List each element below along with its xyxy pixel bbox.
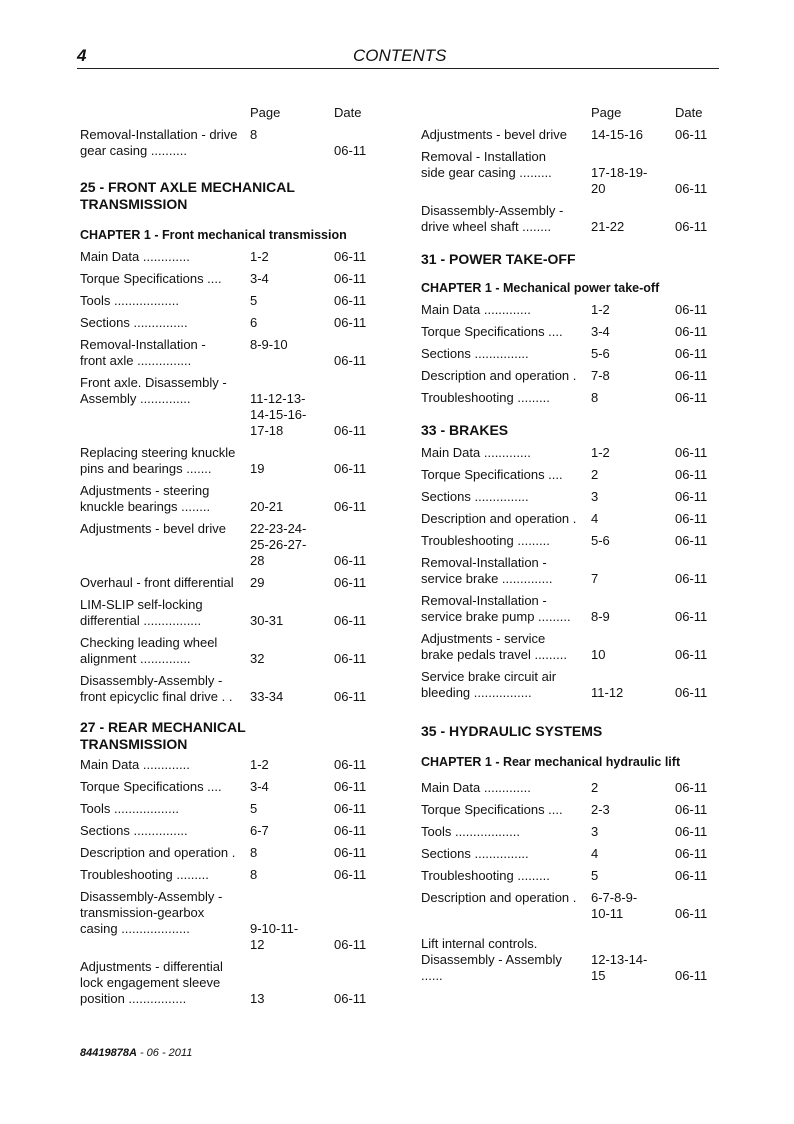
- entry-title: Adjustments - bevel drive: [80, 521, 226, 536]
- toc-entry: [421, 302, 721, 318]
- toc-entry: [80, 445, 380, 477]
- entry-page: 29: [250, 575, 265, 590]
- entry-page: 1-2: [591, 302, 610, 317]
- entry-page: 5: [250, 801, 258, 816]
- entry-date: 06-11: [334, 801, 367, 816]
- footer: [80, 1047, 192, 1059]
- toc-entry: [421, 824, 721, 840]
- entry-page: 30-31: [250, 613, 284, 628]
- toc-entry: [421, 669, 721, 701]
- entry-page: 8: [250, 867, 258, 882]
- toc-entry: [421, 802, 721, 818]
- entry-date: 06-11: [675, 533, 708, 548]
- entry-date: 06-11: [675, 846, 708, 861]
- entry-title: Torque Specifications ....: [80, 271, 222, 286]
- entry-page: 8: [250, 127, 258, 142]
- entry-page: 8-9-10: [250, 337, 288, 352]
- entry-title: Tools ..................: [421, 824, 520, 839]
- entry-page: 2-3: [591, 802, 610, 817]
- entry-date: 06-11: [334, 575, 367, 590]
- entry-page: 8: [250, 845, 258, 860]
- section-heading: 25 - FRONT AXLE MECHANICAL TRANSMISSION: [80, 179, 295, 212]
- entry-title: Torque Specifications ....: [421, 802, 563, 817]
- date-column-header: Date: [334, 105, 362, 120]
- entry-title: Checking leading wheel alignment ..............: [80, 635, 218, 666]
- chapter-heading: CHAPTER 1 - Front mechanical transmission: [80, 228, 347, 242]
- column-headers: [421, 101, 721, 127]
- entry-date: 06-11: [334, 249, 367, 264]
- entry-date: 06-11: [675, 302, 708, 317]
- entry-date: 06-11: [675, 609, 708, 624]
- toc-entry: [80, 757, 380, 773]
- toc-entry: [421, 445, 721, 461]
- toc-entry: [80, 867, 380, 883]
- entry-page: 3: [591, 824, 599, 839]
- entry-title: Removal-Installation - service brake ..............: [421, 555, 553, 586]
- entry-page: 6-7-8-9- 10-11: [591, 890, 638, 921]
- entry-page: 12-13-14- 15: [591, 952, 648, 983]
- footer-date: - 06 - 2011: [136, 1047, 193, 1059]
- page-column-header: Page: [250, 105, 281, 120]
- entry-date: 06-11: [675, 181, 708, 196]
- entry-date: 06-11: [675, 324, 708, 339]
- page-title: CONTENTS: [353, 46, 447, 65]
- entry-date: 06-11: [675, 685, 708, 700]
- entry-page: 3: [591, 489, 599, 504]
- column-headers: [80, 101, 380, 127]
- entry-page: 5: [591, 868, 599, 883]
- entry-page: 3-4: [250, 779, 269, 794]
- entry-title: Overhaul - front differential: [80, 575, 234, 590]
- entry-page: 5-6: [591, 533, 610, 548]
- entry-date: 06-11: [675, 868, 708, 883]
- entry-date: 06-11: [675, 127, 708, 142]
- entry-page: 1-2: [250, 249, 269, 264]
- toc-entry: [421, 127, 721, 143]
- chapter-heading: CHAPTER 1 - Rear mechanical hydraulic lift: [421, 755, 681, 769]
- entry-title: Sections ...............: [80, 823, 188, 838]
- entry-page: 6: [250, 315, 258, 330]
- entry-date: 06-11: [334, 845, 367, 860]
- page-header: [77, 44, 719, 69]
- entry-title: Torque Specifications ....: [421, 467, 563, 482]
- entry-page: 32: [250, 651, 265, 666]
- entry-page: 4: [591, 846, 599, 861]
- entry-title: Sections ...............: [80, 315, 188, 330]
- entry-title: Troubleshooting .........: [421, 533, 550, 548]
- entry-page: 3-4: [250, 271, 269, 286]
- entry-page: 10: [591, 647, 606, 662]
- entry-title: Troubleshooting .........: [421, 390, 550, 405]
- entry-page: 8: [591, 390, 599, 405]
- entry-page: 9-10-11- 12: [250, 921, 299, 952]
- entry-date: 06-11: [675, 346, 708, 361]
- section-heading: 31 - POWER TAKE-OFF: [421, 251, 576, 267]
- toc-entry: [80, 823, 380, 839]
- entry-title: Description and operation .: [421, 368, 577, 383]
- toc-entry: [80, 293, 380, 309]
- entry-date: 06-11: [334, 823, 367, 838]
- entry-date: 06-11: [675, 489, 708, 504]
- toc-entry: [421, 936, 721, 984]
- toc-entry: [421, 780, 721, 796]
- entry-title: Removal-Installation - front axle ...............: [80, 337, 206, 368]
- toc-entry: [80, 635, 380, 667]
- entry-date: 06-11: [334, 867, 367, 882]
- toc-entry: [80, 801, 380, 817]
- toc-entry: [421, 489, 721, 505]
- toc-entry: [80, 315, 380, 331]
- toc-entry: [421, 390, 721, 406]
- toc-entry: [421, 868, 721, 884]
- toc-entry: [421, 533, 721, 549]
- entry-date: 06-11: [675, 467, 708, 482]
- entry-page: 3-4: [591, 324, 610, 339]
- entry-page: 2: [591, 780, 599, 795]
- document-code: 84419878A: [80, 1047, 137, 1059]
- entry-title: Main Data .............: [421, 302, 531, 317]
- entry-date: 06-11: [675, 368, 708, 383]
- toc-entry: [80, 959, 380, 1007]
- entry-page: 19: [250, 461, 265, 476]
- entry-title: Description and operation .: [421, 890, 577, 905]
- page-number: 4: [77, 46, 87, 65]
- entry-title: Tools ..................: [80, 293, 179, 308]
- entry-title: Service brake circuit air bleeding ................: [421, 669, 557, 700]
- entry-title: Troubleshooting .........: [80, 867, 209, 882]
- entry-title: Front axle. Disassembly - Assembly ..............: [80, 375, 227, 406]
- entry-date: 06-11: [334, 991, 367, 1006]
- entry-title: Main Data .............: [421, 780, 531, 795]
- toc-entry: [421, 593, 721, 625]
- toc-entry: [421, 203, 721, 235]
- entry-title: Description and operation .: [80, 845, 236, 860]
- entry-date: 06-11: [334, 499, 367, 514]
- entry-title: Description and operation .: [421, 511, 577, 526]
- toc-entry: [421, 555, 721, 587]
- toc-entry: [421, 324, 721, 340]
- entry-date: 06-11: [334, 937, 367, 952]
- entry-date: 06-11: [675, 968, 708, 983]
- entry-page: 8-9: [591, 609, 610, 624]
- toc-entry: [80, 521, 380, 569]
- section-heading: 35 - HYDRAULIC SYSTEMS: [421, 723, 603, 739]
- entry-title: Replacing steering knuckle pins and bearings .......: [80, 445, 236, 476]
- entry-date: 06-11: [334, 651, 367, 666]
- entry-date: 06-11: [334, 143, 367, 158]
- entry-date: 06-11: [334, 423, 367, 438]
- toc-entry: [421, 149, 721, 197]
- toc-entry: [80, 575, 380, 591]
- entry-page: 5-6: [591, 346, 610, 361]
- entry-title: Torque Specifications ....: [80, 779, 222, 794]
- toc-entry: [80, 337, 380, 369]
- entry-date: 06-11: [334, 271, 367, 286]
- entry-page: 11-12: [591, 685, 624, 700]
- entry-title: Torque Specifications ....: [421, 324, 563, 339]
- entry-title: Disassembly-Assembly - drive wheel shaft ........: [421, 203, 564, 234]
- entry-date: 06-11: [675, 571, 708, 586]
- entry-page: 5: [250, 293, 258, 308]
- entry-title: Removal-Installation - service brake pump .........: [421, 593, 571, 624]
- entry-title: Lift internal controls. Disassembly - Assembly ......: [421, 936, 562, 983]
- entry-title: Adjustments - bevel drive: [421, 127, 567, 142]
- entry-title: Tools ..................: [80, 801, 179, 816]
- toc-entry: [421, 846, 721, 862]
- entry-title: Removal-Installation - drive gear casing ..........: [80, 127, 238, 158]
- entry-date: 06-11: [675, 906, 708, 921]
- entry-page: 13: [250, 991, 265, 1006]
- toc-entry: [80, 127, 380, 159]
- entry-date: 06-11: [675, 647, 708, 662]
- toc-entry: [80, 673, 380, 705]
- entry-title: Adjustments - steering knuckle bearings ........: [80, 483, 211, 514]
- entry-page: 7: [591, 571, 599, 586]
- entry-page: 21-22: [591, 219, 625, 234]
- toc-entry: [421, 890, 721, 922]
- toc-entry: [80, 249, 380, 265]
- entry-title: Removal - Installation side gear casing .........: [421, 149, 552, 180]
- entry-page: 6-7: [250, 823, 269, 838]
- section-heading: 27 - REAR MECHANICAL TRANSMISSION: [80, 719, 246, 752]
- toc-entry: [80, 779, 380, 795]
- entry-date: 06-11: [334, 461, 367, 476]
- entry-date: 06-11: [334, 757, 367, 772]
- entry-date: 06-11: [675, 445, 708, 460]
- entry-title: Main Data .............: [421, 445, 531, 460]
- entry-date: 06-11: [675, 390, 708, 405]
- entry-date: 06-11: [334, 353, 367, 368]
- page-column-header: Page: [591, 105, 622, 120]
- entry-title: Main Data .............: [80, 757, 190, 772]
- toc-entry: [80, 483, 380, 515]
- entry-page: 11-12-13- 14-15-16- 17-18: [250, 391, 307, 438]
- toc-entry: [80, 597, 380, 629]
- chapter-heading: CHAPTER 1 - Mechanical power take-off: [421, 281, 660, 295]
- entry-date: 06-11: [334, 315, 367, 330]
- right-column: [421, 101, 721, 990]
- entry-page: 20-21: [250, 499, 284, 514]
- entry-date: 06-11: [675, 780, 708, 795]
- entry-date: 06-11: [675, 824, 708, 839]
- date-column-header: Date: [675, 105, 703, 120]
- entry-title: Disassembly-Assembly - front epicyclic final drive . .: [80, 673, 233, 704]
- entry-date: 06-11: [334, 293, 367, 308]
- entry-page: 1-2: [250, 757, 269, 772]
- toc-entry: [421, 511, 721, 527]
- toc-entry: [421, 631, 721, 663]
- toc-entry: [80, 889, 380, 953]
- entry-page: 4: [591, 511, 599, 526]
- entry-page: 1-2: [591, 445, 610, 460]
- left-column: [80, 101, 380, 1013]
- entry-page: 14-15-16: [591, 127, 644, 142]
- toc-entry: [421, 368, 721, 384]
- entry-page: 2: [591, 467, 599, 482]
- entry-page: 22-23-24- 25-26-27- 28: [250, 521, 307, 568]
- entry-date: 06-11: [334, 613, 367, 628]
- section-heading: 33 - BRAKES: [421, 422, 509, 438]
- entry-date: 06-11: [675, 511, 708, 526]
- entry-page: 33-34: [250, 689, 284, 704]
- toc-entry: [80, 845, 380, 861]
- entry-title: Sections ...............: [421, 489, 529, 504]
- entry-title: Adjustments - service brake pedals travel .........: [421, 631, 567, 662]
- entry-title: Disassembly-Assembly - transmission-gearbox casing ...................: [80, 889, 223, 936]
- entry-title: LIM-SLIP self-locking differential ................: [80, 597, 203, 628]
- entry-title: Sections ...............: [421, 346, 529, 361]
- entry-title: Adjustments - differential lock engagement sleeve position ................: [80, 959, 223, 1006]
- entry-page: 7-8: [591, 368, 610, 383]
- toc-entry: [80, 271, 380, 287]
- entry-date: 06-11: [334, 779, 367, 794]
- entry-date: 06-11: [334, 553, 367, 568]
- toc-entry: [421, 467, 721, 483]
- entry-title: Main Data .............: [80, 249, 190, 264]
- toc-entry: [80, 375, 380, 439]
- entry-date: 06-11: [675, 802, 708, 817]
- entry-date: 06-11: [675, 219, 708, 234]
- entry-title: Troubleshooting .........: [421, 868, 550, 883]
- entry-title: Sections ...............: [421, 846, 529, 861]
- entry-date: 06-11: [334, 689, 367, 704]
- toc-entry: [421, 346, 721, 362]
- entry-page: 17-18-19- 20: [591, 165, 648, 196]
